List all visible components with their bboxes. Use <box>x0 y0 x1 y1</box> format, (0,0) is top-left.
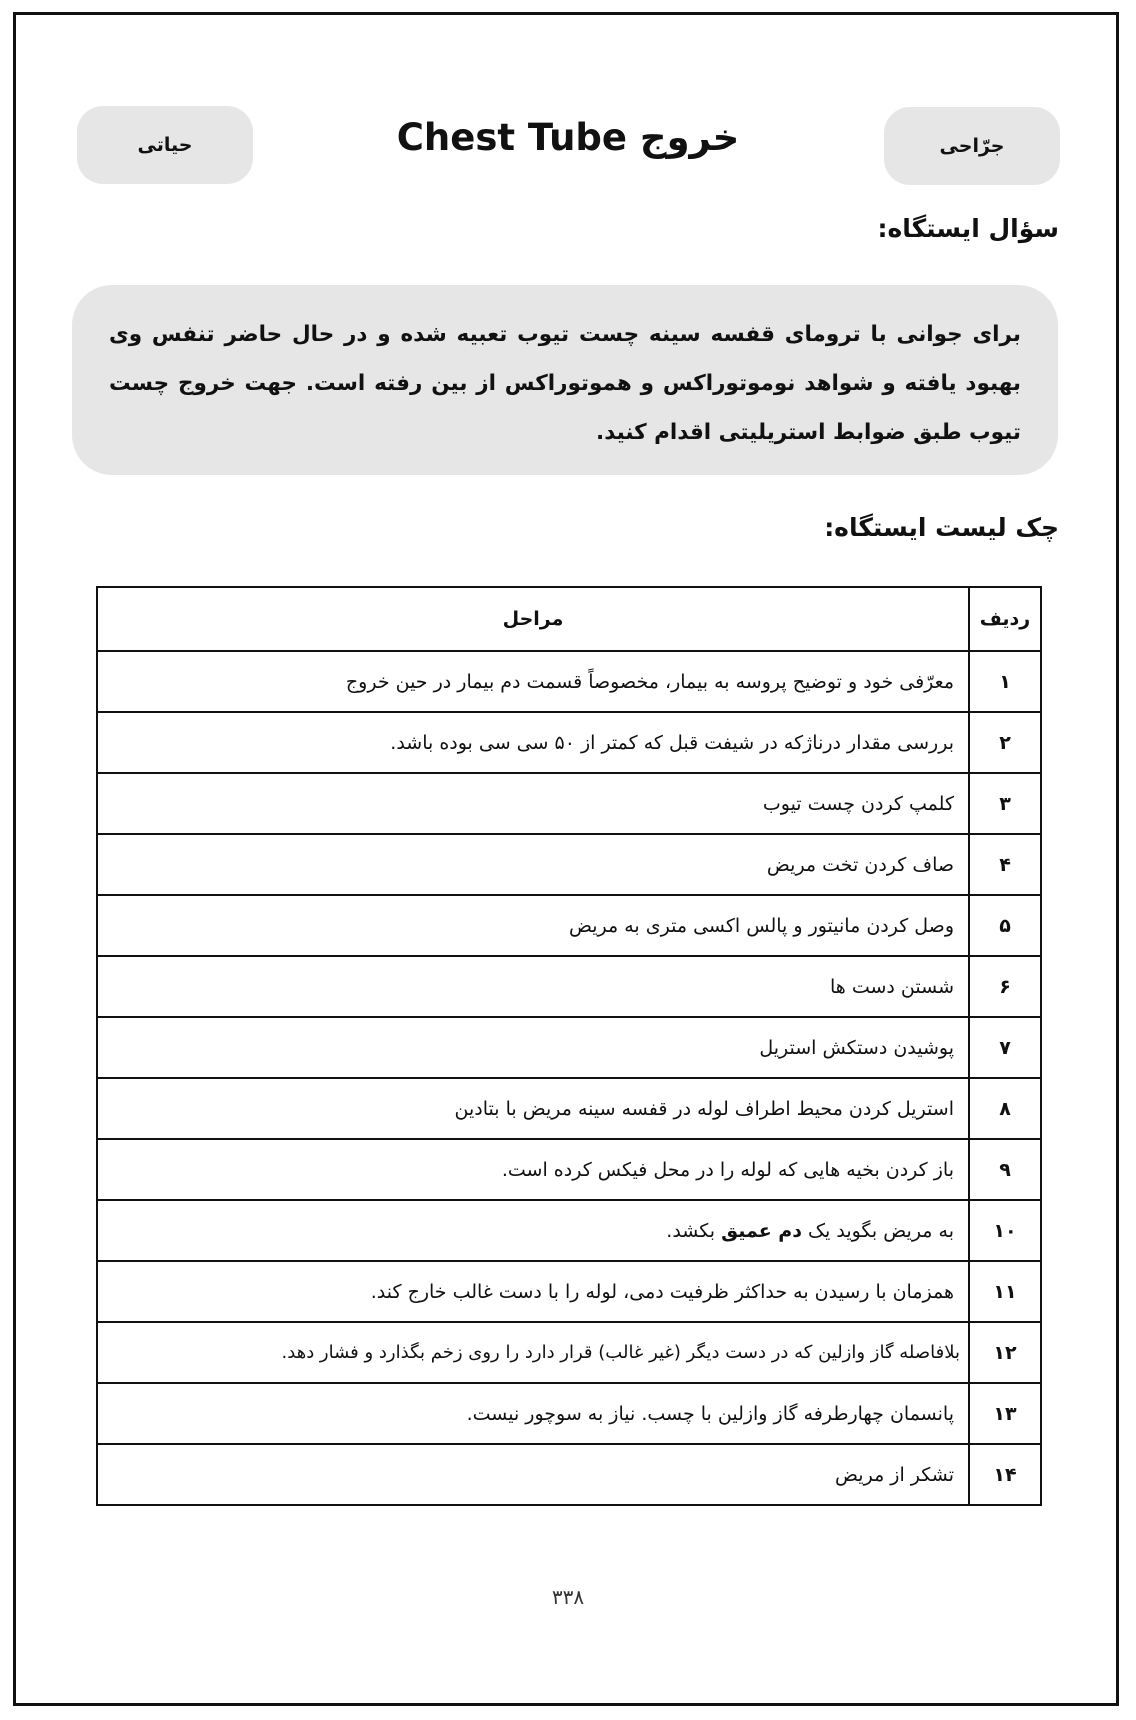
row-number: ۹ <box>969 1139 1041 1200</box>
step-text: معرّفی خود و توضیح پروسه به بیمار، مخصوصاً قسمت دم بیمار در حین خروج <box>97 651 969 712</box>
step-text-bold: دم عمیق <box>721 1219 802 1242</box>
question-heading: سؤال ایستگاه: <box>877 214 1059 243</box>
row-number: ۱۰ <box>969 1200 1041 1261</box>
step-text: وصل کردن مانیتور و پالس اکسی متری به مریض <box>97 895 969 956</box>
table-row <box>97 1078 1041 1139</box>
page-title: خروج Chest Tube <box>396 116 740 159</box>
table-row <box>97 956 1041 1017</box>
table-row <box>97 1200 1041 1261</box>
question-text: برای جوانی با ترومای قفسه سینه چست تیوب تعبیه شده و در حال حاضر تنفس وی بهبود یافته و شواهد نوموتوراکس و هموتوراکس از بین رفته است. جهت خروج چست تیوب طبق ضوابط استریلیتی اقدام کنید. <box>109 322 1021 445</box>
step-text: همزمان با رسیدن به حداکثر ظرفیت دمی، لوله را با دست غالب خارج کند. <box>97 1261 969 1322</box>
step-text <box>97 1200 969 1261</box>
row-number: ۸ <box>969 1078 1041 1139</box>
table-row <box>97 1383 1041 1444</box>
step-text: بررسی مقدار درناژکه در شیفت قبل که کمتر از ۵۰ سی سی بوده باشد. <box>97 712 969 773</box>
row-number: ۷ <box>969 1017 1041 1078</box>
table-row <box>97 1261 1041 1322</box>
step-text: باز کردن بخیه هایی که لوله را در محل فیکس کرده است. <box>97 1139 969 1200</box>
column-header-row-number: ردیف <box>969 587 1041 651</box>
step-text: کلمپ کردن چست تیوب <box>97 773 969 834</box>
step-text: پوشیدن دستکش استریل <box>97 1017 969 1078</box>
category-badge <box>77 106 253 184</box>
row-number: ۱۲ <box>969 1322 1041 1383</box>
table-row <box>97 651 1041 712</box>
row-number: ۱ <box>969 651 1041 712</box>
table-row <box>97 1139 1041 1200</box>
checklist-heading: چک لیست ایستگاه: <box>824 513 1059 542</box>
row-number: ۱۴ <box>969 1444 1041 1505</box>
row-number: ۱۱ <box>969 1261 1041 1322</box>
row-number: ۴ <box>969 834 1041 895</box>
table-row <box>97 712 1041 773</box>
row-number: ۶ <box>969 956 1041 1017</box>
page-number: ۳۳۸ <box>551 1585 585 1609</box>
step-text-part: بکشد. <box>666 1219 722 1242</box>
row-number: ۱۳ <box>969 1383 1041 1444</box>
category-label: حیاتی <box>137 134 193 156</box>
column-header-steps: مراحل <box>97 587 969 651</box>
row-number: ۳ <box>969 773 1041 834</box>
checklist-table <box>96 586 1042 1506</box>
table-row <box>97 1322 1041 1383</box>
department-badge <box>884 107 1060 185</box>
step-text: تشکر از مریض <box>97 1444 969 1505</box>
row-number: ۵ <box>969 895 1041 956</box>
step-text: بلافاصله گاز وازلین که در دست دیگر (غیر غالب) قرار دارد را روی زخم بگذارد و فشار دهد. <box>97 1322 969 1383</box>
table-row <box>97 1444 1041 1505</box>
table-row <box>97 773 1041 834</box>
step-text: شستن دست ها <box>97 956 969 1017</box>
question-box <box>72 285 1058 475</box>
step-text: صاف کردن تخت مریض <box>97 834 969 895</box>
table-header-row <box>97 587 1041 651</box>
department-label: جرّاحی <box>939 135 1005 157</box>
step-text: پانسمان چهارطرفه گاز وازلین با چسب. نیاز به سوچور نیست. <box>97 1383 969 1444</box>
table-row <box>97 1017 1041 1078</box>
table-row <box>97 895 1041 956</box>
step-text-part: به مریض بگوید یک <box>801 1219 954 1242</box>
table-row <box>97 834 1041 895</box>
row-number: ۲ <box>969 712 1041 773</box>
step-text: استریل کردن محیط اطراف لوله در قفسه سینه مریض با بتادین <box>97 1078 969 1139</box>
